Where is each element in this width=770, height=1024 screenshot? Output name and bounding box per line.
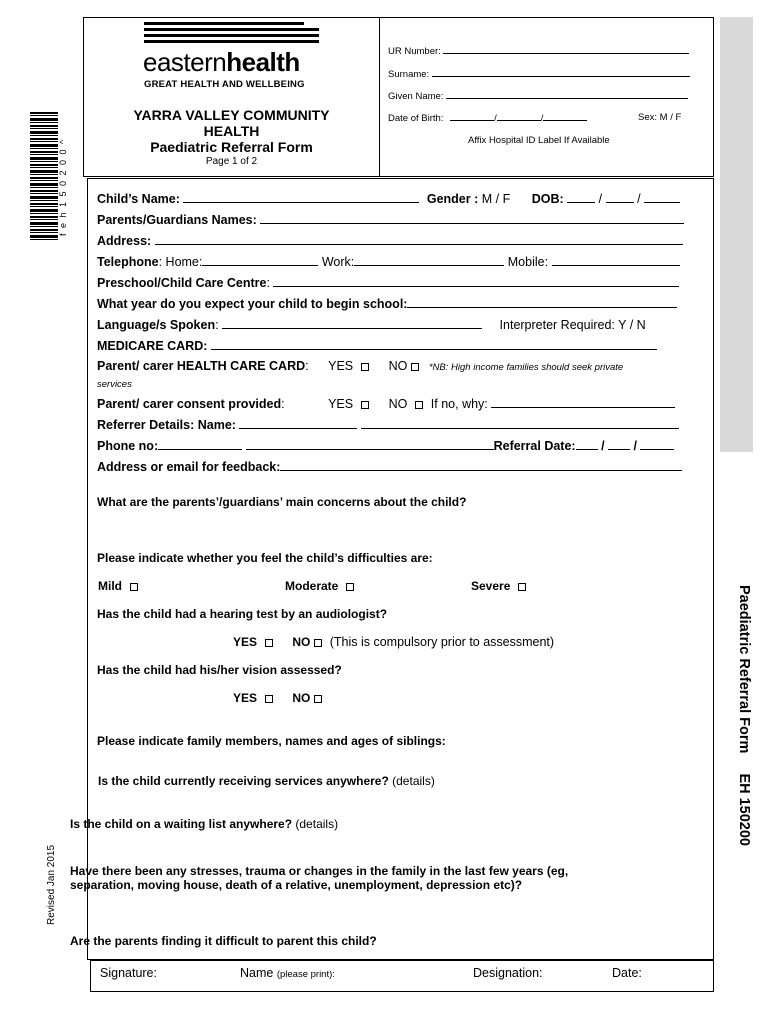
- hearing-no-checkbox[interactable]: [314, 639, 322, 647]
- hearing-no-label: NO: [292, 635, 311, 649]
- patient-dob-day[interactable]: [450, 112, 494, 121]
- gender-label: Gender :: [426, 192, 479, 206]
- health-card-no-label: NO: [388, 359, 408, 373]
- date-label[interactable]: Date:: [612, 966, 642, 980]
- patient-dob-row: [388, 112, 587, 124]
- phone-label: Phone no:: [97, 439, 159, 453]
- consent-yes-checkbox[interactable]: [361, 401, 369, 409]
- feedback-field[interactable]: [280, 459, 682, 471]
- surname-label: Surname:: [388, 69, 430, 80]
- given-name-row: [388, 90, 688, 102]
- referrer-label: Referrer Details: Name:: [97, 418, 236, 432]
- slash: /: [598, 192, 603, 206]
- referrer-extra-field[interactable]: [361, 417, 679, 429]
- ur-number-field[interactable]: [443, 45, 689, 54]
- child-dob-day[interactable]: [567, 191, 595, 203]
- severe-checkbox[interactable]: [518, 583, 526, 591]
- phone-extra-field[interactable]: [246, 438, 494, 450]
- language-label: Language/s Spoken: [97, 318, 216, 332]
- health-card-yes-checkbox[interactable]: [361, 363, 369, 371]
- vision-question: Has the child had his/her vision assessed?: [97, 663, 342, 677]
- difficult-question: Are the parents finding it difficult to parent this child?: [70, 934, 377, 948]
- waiting-details: (details): [295, 817, 339, 831]
- colon: :: [215, 318, 219, 332]
- dob-sep: /: [540, 113, 544, 124]
- referrer-row: [97, 417, 679, 432]
- waiting-question: [70, 817, 338, 831]
- moderate-option: [285, 579, 354, 593]
- logo-brand-bold: health: [226, 47, 300, 77]
- if-no-label: If no, why:: [430, 397, 488, 411]
- designation-label[interactable]: Designation:: [473, 966, 543, 980]
- preschool-label: Preschool/Child Care Centre: [97, 276, 267, 290]
- nb-note: *NB: High income families should seek private: [428, 362, 624, 373]
- patient-dob-year[interactable]: [543, 112, 587, 121]
- concerns-question: What are the parents’/guardians’ main concerns about the child?: [97, 495, 467, 509]
- telephone-label: Telephone: [97, 255, 159, 269]
- colon: :: [281, 397, 285, 411]
- mobile-label: Mobile:: [507, 255, 549, 269]
- mild-label: Mild: [98, 579, 122, 593]
- health-card-yes-label: YES: [328, 359, 354, 373]
- gender-options[interactable]: M / F: [481, 192, 511, 206]
- colon: :: [266, 276, 270, 290]
- stresses-question-line1: Have there been any stresses, trauma or changes in the family in the last few years (eg,: [70, 864, 569, 878]
- mobile-phone-field[interactable]: [552, 254, 680, 266]
- consent-row: [97, 396, 675, 411]
- consent-yes-label: YES: [328, 397, 354, 411]
- hearing-question: Has the child had a hearing test by an audiologist?: [97, 607, 388, 621]
- address-field[interactable]: [155, 233, 683, 245]
- affix-label-note: Affix Hospital ID Label If Available: [468, 135, 610, 146]
- logo-tagline: GREAT HEALTH AND WELLBEING: [144, 79, 305, 90]
- org-name-line2: HEALTH: [203, 123, 260, 139]
- language-field[interactable]: [222, 317, 482, 329]
- address-row: [97, 233, 683, 248]
- if-no-field[interactable]: [491, 396, 675, 408]
- language-row: [97, 317, 646, 332]
- ur-number-row: [388, 45, 689, 57]
- logo-brand-plain: eastern: [143, 47, 227, 77]
- margin-grey-strip: [720, 17, 753, 452]
- given-name-field[interactable]: [446, 90, 688, 99]
- slash: /: [633, 439, 637, 453]
- telephone-row: [97, 254, 680, 269]
- patient-sex[interactable]: Sex: M / F: [638, 112, 682, 123]
- consent-no-label: NO: [388, 397, 408, 411]
- difficulties-question: Please indicate whether you feel the child’s difficulties are:: [97, 551, 433, 565]
- school-year-label: What year do you expect your child to begin school:: [97, 297, 408, 311]
- barcode-text: [58, 138, 72, 246]
- ur-number-label: UR Number:: [388, 46, 441, 57]
- name-label: Name: [240, 966, 274, 980]
- patient-dob-month[interactable]: [497, 112, 541, 121]
- colon: :: [305, 359, 309, 373]
- slash: /: [601, 439, 605, 453]
- barcode-icon: [30, 112, 58, 240]
- school-year-field[interactable]: [407, 296, 677, 308]
- parents-field[interactable]: [260, 212, 684, 224]
- severe-label: Severe: [471, 579, 511, 593]
- child-name-row: [97, 191, 680, 206]
- form-title: Paediatric Referral Form: [150, 139, 313, 155]
- health-card-label: Parent/ carer HEALTH CARE CARD: [97, 359, 306, 373]
- vision-no-label: NO: [292, 691, 311, 705]
- patient-dob-label: Date of Birth:: [388, 113, 444, 124]
- referral-date-month[interactable]: [608, 438, 630, 450]
- waiting-text: Is the child on a waiting list anywhere?: [70, 817, 293, 831]
- interpreter-label[interactable]: Interpreter Required: Y / N: [499, 318, 646, 332]
- health-card-row: [97, 359, 623, 373]
- child-name-label: Child’s Name:: [97, 192, 180, 206]
- services-question: [98, 774, 435, 788]
- child-dob-year[interactable]: [644, 191, 680, 203]
- moderate-label: Moderate: [285, 579, 339, 593]
- phone-field[interactable]: [158, 438, 242, 450]
- address-label: Address:: [97, 234, 152, 248]
- school-year-row: [97, 296, 677, 311]
- child-dob-month[interactable]: [606, 191, 634, 203]
- print-name-field[interactable]: [240, 966, 335, 980]
- side-title: [736, 585, 752, 846]
- hearing-answer-row: [233, 635, 554, 649]
- services-details: (details): [392, 774, 435, 788]
- preschool-row: [97, 275, 679, 290]
- side-form-code: EH 150200: [736, 773, 752, 846]
- health-card-no-checkbox[interactable]: [411, 363, 419, 371]
- parents-label: Parents/Guardians Names:: [97, 213, 257, 227]
- surname-row: [388, 68, 690, 80]
- org-name-line1: YARRA VALLEY COMMUNITY: [133, 107, 330, 123]
- revised-note-wrap: [46, 844, 58, 935]
- signature-label[interactable]: Signature:: [100, 966, 157, 980]
- medicare-field[interactable]: [211, 338, 657, 350]
- given-name-label: Given Name:: [388, 91, 444, 102]
- vision-yes-checkbox[interactable]: [265, 695, 273, 703]
- medicare-row: [97, 338, 657, 353]
- barcode-code: f e h 1 5 0 2 0 0 ^: [58, 138, 68, 236]
- work-phone-field[interactable]: [354, 254, 504, 266]
- side-title-wrap: [736, 585, 768, 846]
- referral-date-label: Referral Date:: [493, 439, 576, 453]
- mild-checkbox[interactable]: [130, 583, 138, 591]
- feedback-label: Address or email for feedback:: [97, 460, 281, 474]
- family-question: Please indicate family members, names and ages of siblings:: [97, 734, 446, 748]
- referral-date-year[interactable]: [640, 438, 674, 450]
- feedback-row: [97, 459, 682, 474]
- medicare-label: MEDICARE CARD:: [97, 339, 208, 353]
- nb-note-cont: services: [97, 379, 132, 390]
- slash: /: [637, 192, 641, 206]
- referrer-name-field[interactable]: [239, 417, 357, 429]
- hearing-note: (This is compulsory prior to assessment): [329, 635, 555, 649]
- child-dob-label: DOB:: [531, 192, 564, 206]
- moderate-checkbox[interactable]: [346, 583, 354, 591]
- phone-row: [97, 438, 674, 453]
- logo-stripes-icon: [144, 22, 319, 43]
- parents-row: [97, 212, 684, 227]
- consent-label: Parent/ carer consent provided: [97, 397, 282, 411]
- child-name-field[interactable]: [183, 191, 419, 203]
- home-phone-field[interactable]: [202, 254, 318, 266]
- mild-option: [98, 579, 138, 593]
- vision-answer-row: [233, 691, 322, 705]
- vision-yes-label: YES: [233, 691, 258, 705]
- dob-sep: /: [494, 113, 497, 124]
- referral-date-day[interactable]: [576, 438, 598, 450]
- vision-no-checkbox[interactable]: [314, 695, 322, 703]
- services-text: Is the child currently receiving services anywhere?: [98, 774, 389, 788]
- preschool-field[interactable]: [273, 275, 679, 287]
- hearing-yes-label: YES: [233, 635, 258, 649]
- logo-wordmark: [143, 47, 300, 78]
- surname-field[interactable]: [432, 68, 690, 77]
- please-print-label: (please print):: [276, 969, 335, 980]
- revised-note: Revised Jan 2015: [46, 844, 57, 925]
- severe-option: [471, 579, 526, 593]
- work-label: Work:: [321, 255, 355, 269]
- consent-no-checkbox[interactable]: [415, 401, 423, 409]
- stresses-question-line2: separation, moving house, death of a relative, unemployment, depression etc)?: [70, 878, 523, 892]
- hearing-yes-checkbox[interactable]: [265, 639, 273, 647]
- home-label: : Home:: [158, 255, 203, 269]
- side-title-text: Paediatric Referral Form: [736, 585, 752, 754]
- page-info: Page 1 of 2: [205, 156, 258, 167]
